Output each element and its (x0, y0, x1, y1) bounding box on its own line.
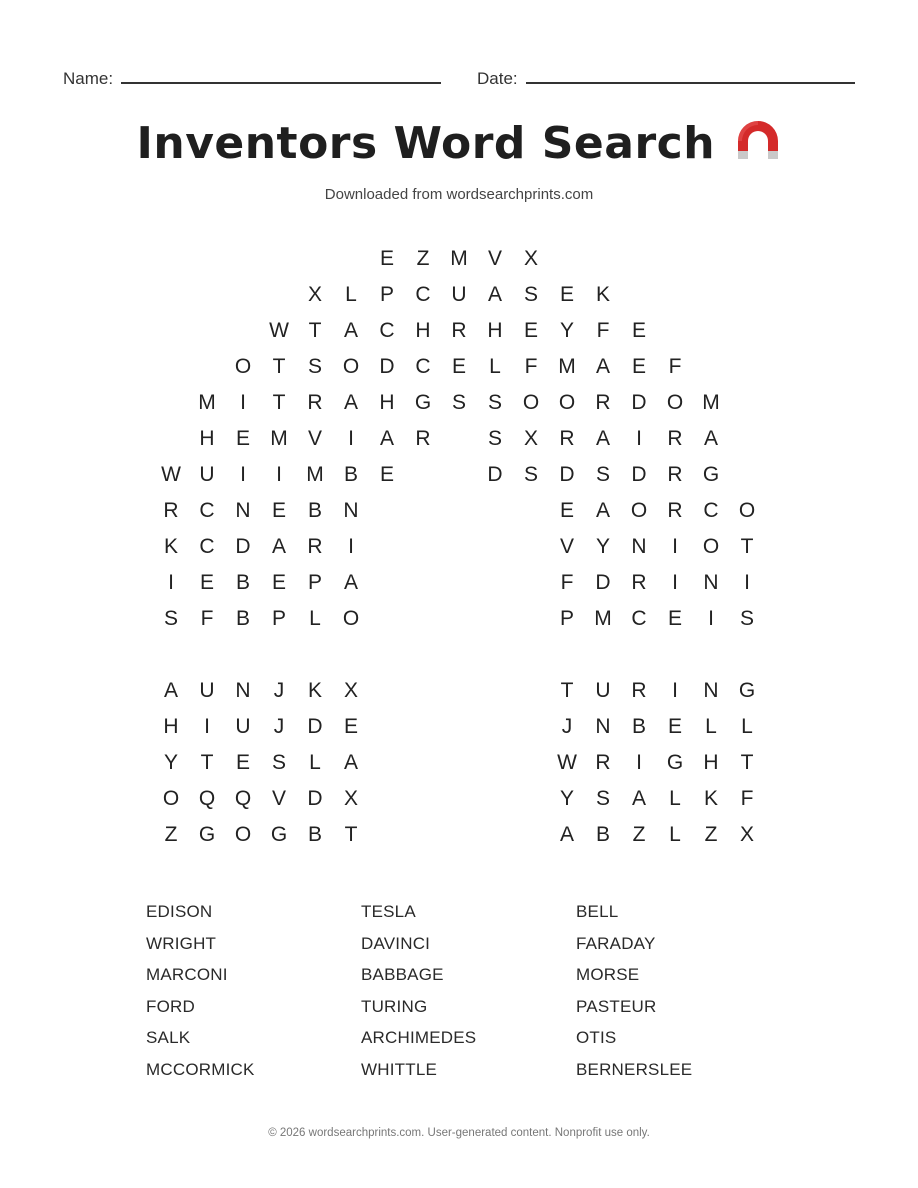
grid-letter: R (559, 427, 575, 450)
grid-letter: V (487, 247, 502, 270)
grid-letter: A (343, 571, 358, 594)
grid-letter: A (595, 355, 610, 378)
grid-letter: K (703, 787, 718, 810)
grid-letter: Y (163, 751, 178, 774)
grid-letter: G (414, 391, 432, 414)
grid-letter: R (415, 427, 431, 450)
grid-letter: H (487, 319, 503, 342)
grid-letter: A (343, 751, 358, 774)
grid-letter: W (269, 319, 289, 342)
name-label: Name: (63, 69, 114, 88)
grid-letter: Z (632, 823, 646, 846)
grid-letter: S (271, 751, 286, 774)
grid-letter: B (307, 823, 322, 846)
grid-letter: A (271, 535, 286, 558)
grid-letter: I (276, 463, 282, 486)
grid-letter: I (744, 571, 750, 594)
footer-text: © 2026 wordsearchprints.com. User-generated content. Nonprofit use only. (268, 1127, 650, 1139)
grid-letter: G (702, 463, 720, 486)
grid-letter: K (307, 679, 322, 702)
grid-letter: D (559, 463, 575, 486)
grid-letter: M (270, 427, 288, 450)
grid-letter: O (738, 499, 756, 522)
grid-letter: S (451, 391, 466, 414)
word-list-item: PASTEUR (576, 996, 657, 1016)
grid-letter: J (273, 679, 285, 702)
grid-letter: T (308, 319, 322, 342)
grid-letter: B (631, 715, 646, 738)
grid-letter: T (740, 535, 754, 558)
grid-letter: E (667, 715, 682, 738)
grid-letter: H (199, 427, 215, 450)
grid-letter: S (487, 391, 502, 414)
grid-letter: C (703, 499, 719, 522)
grid-letter: I (240, 391, 246, 414)
grid-letter: U (199, 679, 215, 702)
grid-letter: E (271, 499, 286, 522)
grid-letter: N (703, 679, 719, 702)
grid-letter: I (672, 571, 678, 594)
grid-letter: M (450, 247, 468, 270)
grid-letter: N (235, 499, 251, 522)
grid-letter: R (631, 679, 647, 702)
grid-letter: A (163, 679, 178, 702)
grid-letter: A (343, 391, 358, 414)
grid-letter: L (309, 607, 321, 630)
grid-letter: S (595, 463, 610, 486)
grid-letter: T (200, 751, 214, 774)
grid-letter: X (739, 823, 754, 846)
grid-letter: U (235, 715, 251, 738)
grid-letter: E (271, 571, 286, 594)
grid-letter: E (631, 319, 646, 342)
grid-letter: Q (234, 787, 252, 810)
grid-letter: C (379, 319, 395, 342)
word-list-item: SALK (146, 1028, 191, 1047)
grid-letter: M (198, 391, 216, 414)
grid-letter: D (595, 571, 611, 594)
grid-letter: C (631, 607, 647, 630)
grid-letter: E (559, 283, 574, 306)
grid-letter: L (741, 715, 753, 738)
grid-letter: D (235, 535, 251, 558)
grid-letter: F (560, 571, 574, 594)
grid-letter: A (595, 427, 610, 450)
grid-letter: R (451, 319, 467, 342)
grid-letter: E (379, 463, 394, 486)
grid-letter: O (558, 391, 576, 414)
grid-letter: E (451, 355, 466, 378)
grid-letter: I (204, 715, 210, 738)
grid-letter: A (559, 823, 574, 846)
grid-letter: X (523, 427, 538, 450)
grid-letter: T (272, 391, 286, 414)
grid-letter: Y (595, 535, 610, 558)
grid-letter: S (523, 283, 538, 306)
grid-letter: W (161, 463, 181, 486)
grid-letter: S (523, 463, 538, 486)
grid-letter: R (307, 535, 323, 558)
grid-letter: Z (704, 823, 718, 846)
grid-letter: R (631, 571, 647, 594)
grid-letter: O (702, 535, 720, 558)
grid-letter: N (631, 535, 647, 558)
grid-letter: G (666, 751, 684, 774)
grid-letter: N (595, 715, 611, 738)
grid-letter: G (738, 679, 756, 702)
grid-letter: I (708, 607, 714, 630)
grid-letter: O (234, 355, 252, 378)
grid-letter: Y (559, 787, 574, 810)
grid-letter: F (524, 355, 538, 378)
grid-letter: D (631, 463, 647, 486)
grid-letter: B (307, 499, 322, 522)
word-list-item: MORSE (576, 965, 640, 984)
page-title: Inventors Word Search (136, 118, 716, 169)
grid-letter: D (307, 787, 323, 810)
grid-letter: G (198, 823, 216, 846)
grid-letter: M (306, 463, 324, 486)
grid-letter: E (559, 499, 574, 522)
word-list-item: BELL (576, 902, 619, 921)
word-list-item: WRIGHT (146, 933, 217, 953)
grid-letter: T (560, 679, 574, 702)
grid-letter: C (199, 535, 215, 558)
grid-letter: R (163, 499, 179, 522)
grid-letter: J (561, 715, 573, 738)
grid-letter: O (666, 391, 684, 414)
grid-letter: I (348, 535, 354, 558)
grid-letter: K (163, 535, 178, 558)
grid-letter: M (594, 607, 612, 630)
grid-letter: F (668, 355, 682, 378)
grid-letter: O (630, 499, 648, 522)
grid-letter: A (703, 427, 718, 450)
grid-letter: B (343, 463, 358, 486)
grid-letter: X (523, 247, 538, 270)
word-list-item: MARCONI (146, 965, 228, 984)
grid-letter: A (631, 787, 646, 810)
grid-letter: V (307, 427, 322, 450)
grid-letter: Q (198, 787, 216, 810)
grid-letter: A (487, 283, 502, 306)
grid-letter: L (669, 787, 681, 810)
grid-letter: R (307, 391, 323, 414)
grid-letter: B (595, 823, 610, 846)
grid-letter: H (703, 751, 719, 774)
grid-letter: N (343, 499, 359, 522)
grid-letter: B (235, 607, 250, 630)
grid-letter: O (234, 823, 252, 846)
grid-letter: D (631, 391, 647, 414)
grid-letter: E (199, 571, 214, 594)
grid-letter: P (379, 283, 394, 306)
grid-letter: L (705, 715, 717, 738)
grid-letter: R (595, 751, 611, 774)
grid-letter: N (235, 679, 251, 702)
grid-letter: E (235, 427, 250, 450)
grid-letter: L (309, 751, 321, 774)
grid-letter: O (522, 391, 540, 414)
grid-letter: P (307, 571, 322, 594)
grid-letter: U (451, 283, 467, 306)
grid-letter: X (343, 679, 358, 702)
grid-letter: Z (164, 823, 178, 846)
grid-letter: L (489, 355, 501, 378)
word-list-item: BABBAGE (361, 965, 444, 984)
grid-letter: Z (416, 247, 430, 270)
word-list-item: TESLA (361, 902, 416, 921)
grid-letter: X (307, 283, 322, 306)
grid-letter: S (307, 355, 322, 378)
grid-letter: L (669, 823, 681, 846)
grid-letter: C (415, 355, 431, 378)
grid-letter: O (342, 607, 360, 630)
grid-letter: H (415, 319, 431, 342)
subtitle: Downloaded from wordsearchprints.com (324, 186, 594, 203)
word-list-item: MCCORMICK (146, 1059, 255, 1079)
grid-letter: R (667, 463, 683, 486)
grid-letter: M (702, 391, 720, 414)
grid-letter: R (667, 427, 683, 450)
grid-letter: A (595, 499, 610, 522)
word-list-item: FORD (146, 996, 195, 1016)
grid-letter: S (163, 607, 178, 630)
grid-letter: T (740, 751, 754, 774)
grid-letter: N (703, 571, 719, 594)
grid-letter: J (273, 715, 285, 738)
grid-letter: F (596, 319, 610, 342)
grid-letter: R (595, 391, 611, 414)
date-label: Date: (477, 69, 518, 88)
grid-letter: W (557, 751, 577, 774)
word-list-item: FARADAY (576, 933, 656, 953)
word-list-item: OTIS (576, 1028, 617, 1047)
grid-letter: A (379, 427, 394, 450)
word-list-item: WHITTLE (361, 1059, 438, 1079)
grid-letter: G (270, 823, 288, 846)
grid-letter: I (672, 535, 678, 558)
grid-letter: V (271, 787, 286, 810)
grid-letter: H (163, 715, 179, 738)
grid-letter: C (199, 499, 215, 522)
grid-letter: K (595, 283, 610, 306)
grid-letter: X (343, 787, 358, 810)
grid-letter: E (235, 751, 250, 774)
grid-letter: O (162, 787, 180, 810)
grid-letter: I (636, 427, 642, 450)
grid-letter: P (271, 607, 286, 630)
grid-letter: I (672, 679, 678, 702)
grid-letter: U (595, 679, 611, 702)
grid-letter: T (272, 355, 286, 378)
grid-letter: T (344, 823, 358, 846)
grid-letter: Y (559, 319, 574, 342)
grid-letter: E (343, 715, 358, 738)
grid-letter: R (667, 499, 683, 522)
grid-letter: S (595, 787, 610, 810)
grid-letter: H (379, 391, 395, 414)
grid-letter: I (348, 427, 354, 450)
grid-letter: B (235, 571, 250, 594)
grid-letter: A (343, 319, 358, 342)
grid-letter: E (667, 607, 682, 630)
word-list-item: TURING (361, 996, 428, 1016)
grid-letter: E (631, 355, 646, 378)
grid-letter: P (559, 607, 574, 630)
grid-letter: D (487, 463, 503, 486)
grid-letter: I (168, 571, 174, 594)
grid-letter: L (345, 283, 357, 306)
grid-letter: D (379, 355, 395, 378)
grid-letter: E (379, 247, 394, 270)
grid-letter: U (199, 463, 215, 486)
grid-letter: I (240, 463, 246, 486)
grid-letter: M (558, 355, 576, 378)
grid-letter: O (342, 355, 360, 378)
word-list-item: EDISON (146, 902, 213, 921)
grid-letter: S (739, 607, 754, 630)
grid-letter: D (307, 715, 323, 738)
grid-letter: V (559, 535, 574, 558)
grid-letter: F (740, 787, 754, 810)
grid-letter: F (200, 607, 214, 630)
grid-letter: I (636, 751, 642, 774)
grid-letter: C (415, 283, 431, 306)
word-list-item: ARCHIMEDES (361, 1028, 477, 1047)
word-list-item: BERNERSLEE (576, 1059, 693, 1079)
grid-letter: S (487, 427, 502, 450)
grid-letter: E (523, 319, 538, 342)
word-list-item: DAVINCI (361, 933, 431, 953)
